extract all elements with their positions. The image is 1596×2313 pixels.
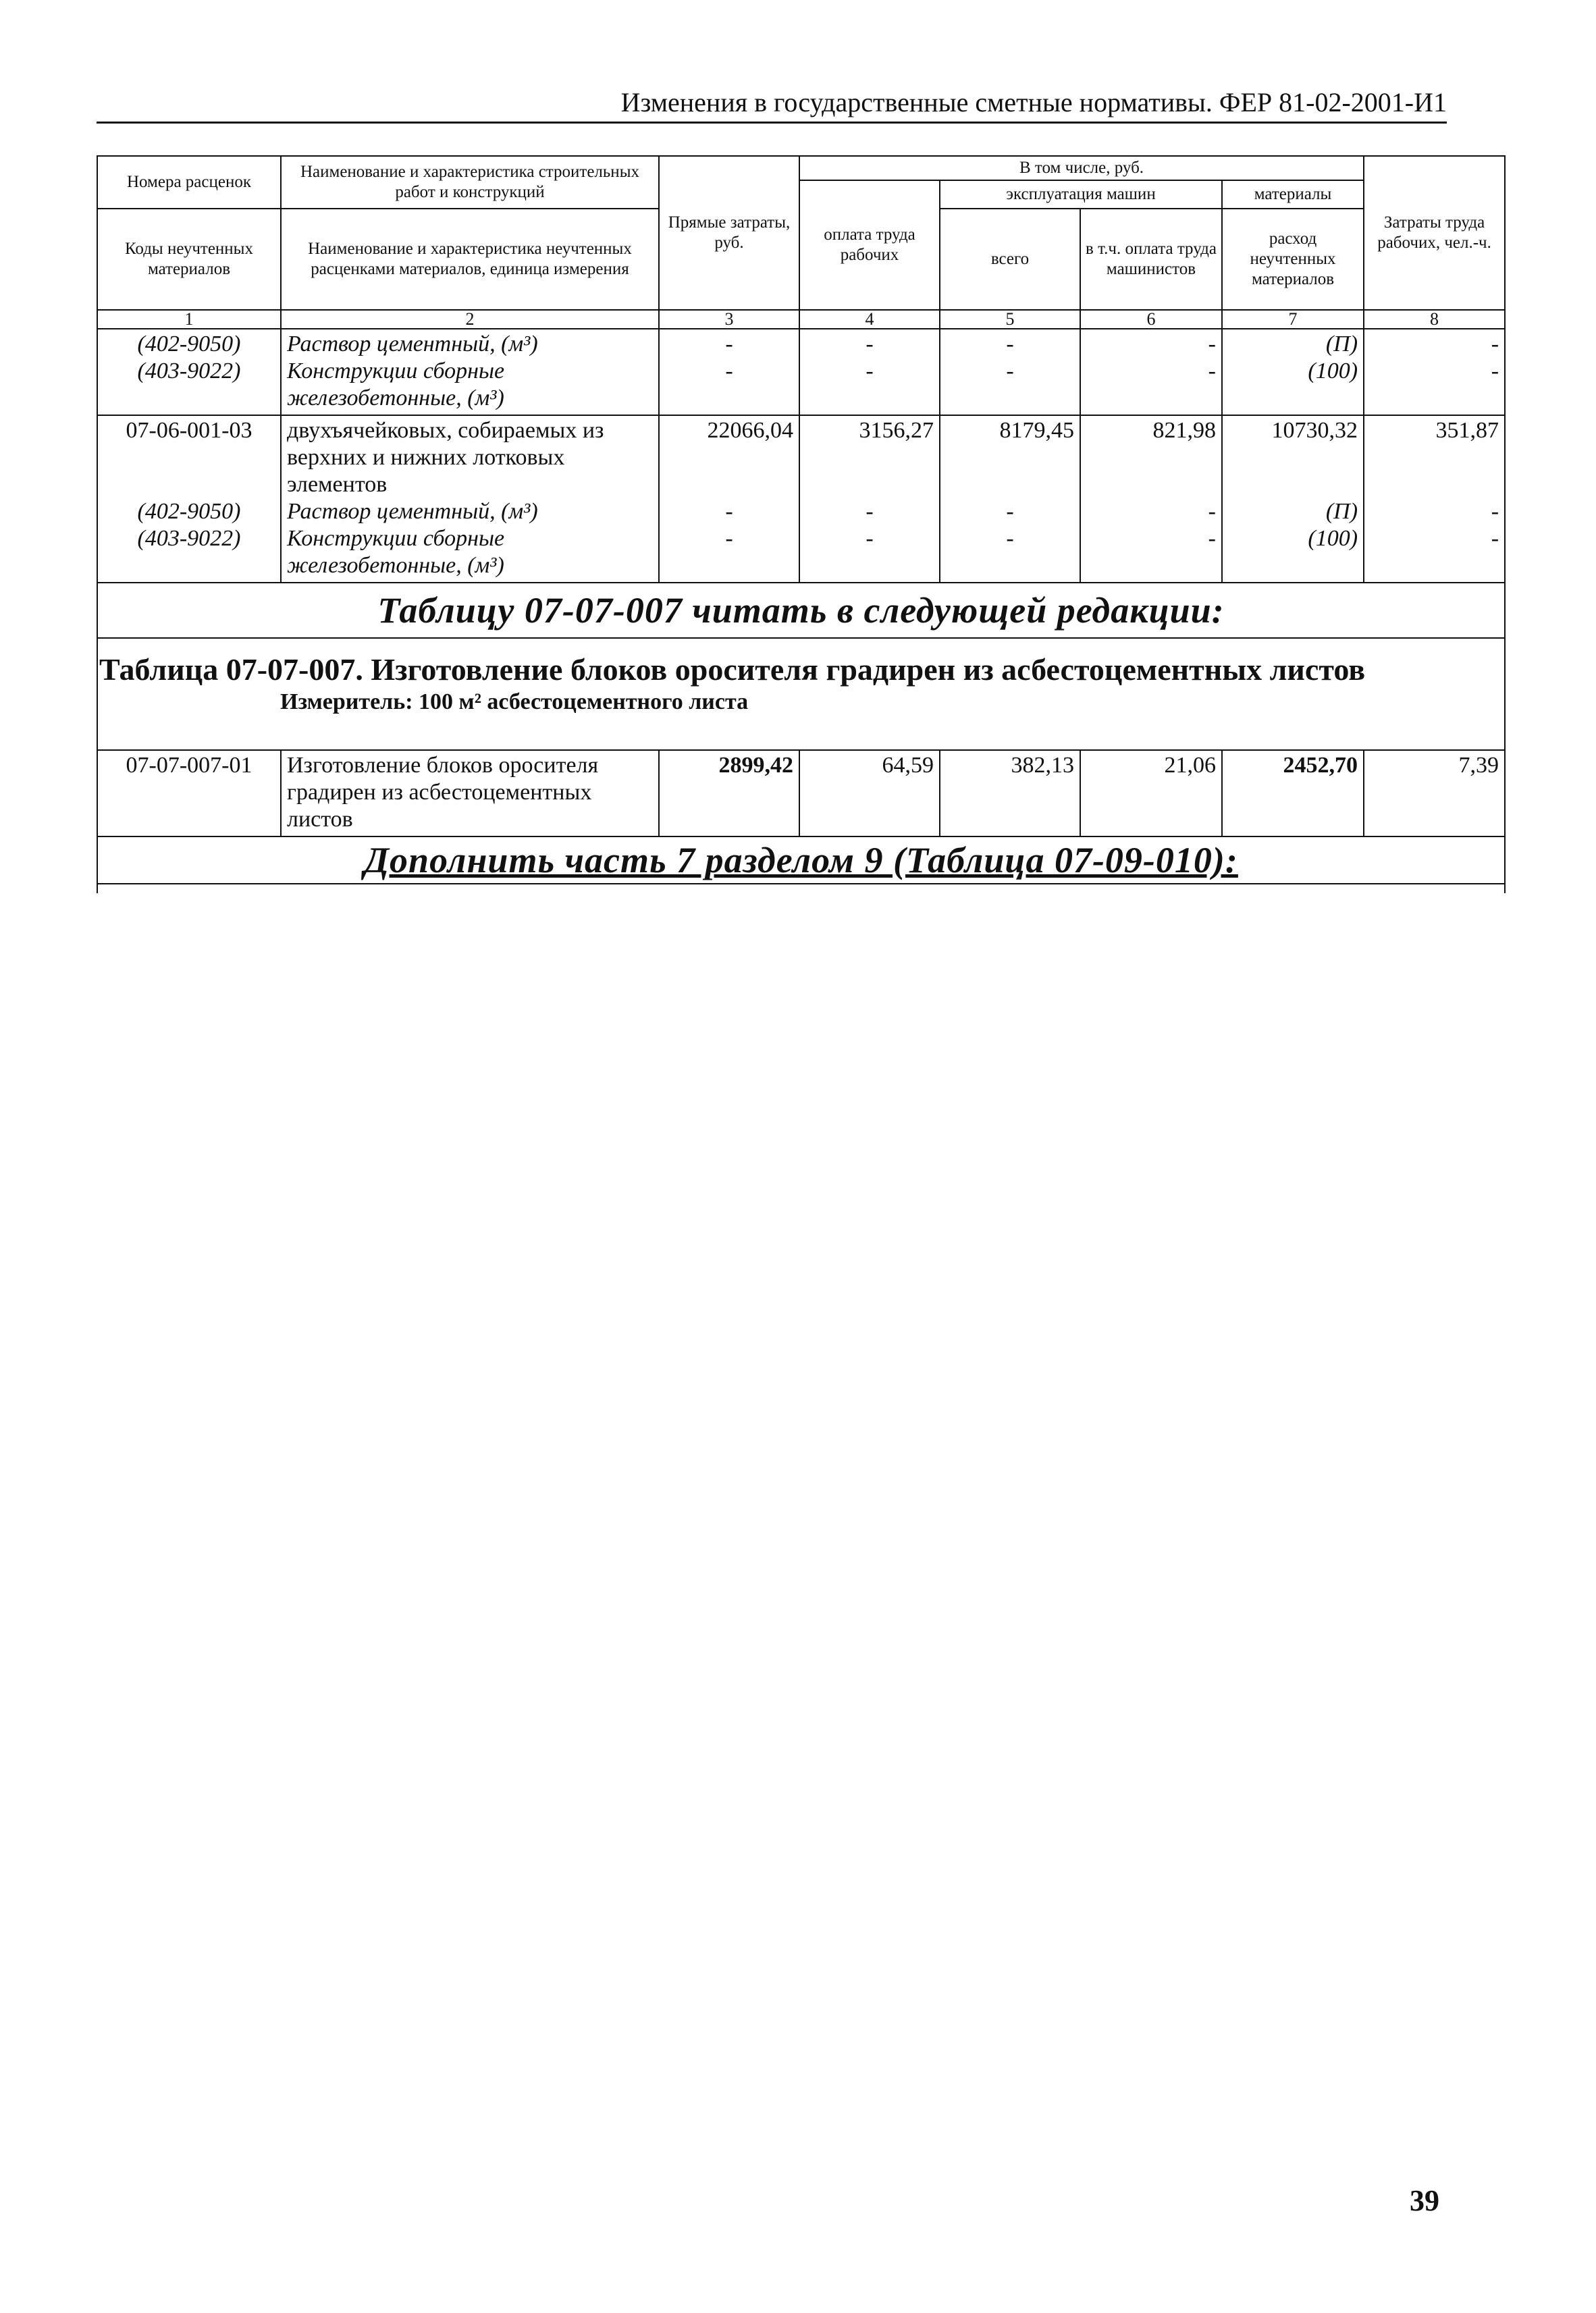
dash: - [1208, 331, 1216, 356]
dash: - [1491, 358, 1499, 383]
column-number: 8 [1364, 310, 1505, 329]
header-col8: Затраты труда рабочих, чел.-ч. [1364, 156, 1505, 310]
table-title: Таблица 07-07-007. Изготовление блоков оросителя градирен из асбестоцементных листов [99, 652, 1366, 687]
column-numbers-row [97, 310, 1505, 329]
header-col2-bottom: Наименование и характеристика неучтенных расценками материалов, единица измерения [281, 209, 659, 310]
labor-hours: 351,87 [1435, 418, 1499, 443]
material-qty: (100) [1308, 526, 1358, 551]
dash: - [725, 499, 733, 524]
page-number: 39 [1410, 2184, 1439, 2217]
rate-code: 07-07-007-01 [97, 750, 281, 836]
rate-code: 07-06-001-03 [126, 418, 252, 443]
dash: - [1006, 331, 1014, 356]
dash: - [1208, 358, 1216, 383]
machines-total: 382,13 [940, 750, 1080, 836]
table-row [97, 750, 1505, 836]
dash: - [725, 358, 733, 383]
banner-add-section: Дополнить часть 7 разделом 9 (Таблица 07-09-010): [97, 836, 1505, 884]
material-name: Раствор цементный, (м³) [287, 331, 538, 356]
labor-hours: 7,39 [1364, 750, 1505, 836]
dash: - [1006, 526, 1014, 551]
material-code: (402-9050) [137, 499, 241, 524]
materials-cost: 2452,70 [1222, 750, 1364, 836]
operators-pay: 21,06 [1080, 750, 1222, 836]
dash: - [1208, 526, 1216, 551]
header-col2-top: Наименование и характеристика строительных работ и конструкций [281, 156, 659, 209]
header-title: Изменения в государственные сметные нормативы. ФЕР 81-02-2001-И1 [620, 87, 1447, 117]
dash: - [725, 331, 733, 356]
header-col3: Прямые затраты, руб. [659, 156, 799, 310]
direct-cost: 22066,04 [707, 418, 793, 443]
banner-replace-table: Таблицу 07-07-007 читать в следующей редакции: [97, 583, 1505, 638]
material-qty: (П) [1325, 331, 1358, 356]
material-qty: (П) [1325, 499, 1358, 524]
labor-pay: 64,59 [799, 750, 940, 836]
rate-name: Изготовление блоков оросителя градирен из асбестоцементных листов [281, 750, 659, 836]
dash: - [1208, 499, 1216, 524]
material-name: Конструкции сборные железобетонные, (м³) [287, 526, 505, 578]
dash: - [1006, 358, 1014, 383]
dash: - [1491, 499, 1499, 524]
column-number: 7 [1222, 310, 1364, 329]
header-materials: материалы [1222, 180, 1364, 209]
material-qty: (100) [1308, 358, 1358, 383]
document-header [97, 88, 1447, 124]
material-code: (403-9022) [137, 526, 241, 551]
table-row [97, 329, 1505, 415]
column-number: 2 [281, 310, 659, 329]
header-col1-top: Номера расценок [97, 156, 281, 209]
machines-total: 8179,45 [999, 418, 1074, 443]
material-name: Конструкции сборные железобетонные, (м³) [287, 358, 505, 410]
column-number: 3 [659, 310, 799, 329]
header-col5: всего [940, 209, 1080, 310]
header-machines: эксплуатация машин [940, 180, 1222, 209]
material-code: (403-9022) [137, 358, 241, 383]
materials-cost: 10730,32 [1271, 418, 1358, 443]
column-number: 4 [799, 310, 940, 329]
table-row [97, 415, 1505, 583]
dash: - [1491, 526, 1499, 551]
header-col1-bottom: Коды неучтенных материалов [97, 209, 281, 310]
material-name: Раствор цементный, (м³) [287, 499, 538, 524]
dash: - [866, 499, 874, 524]
labor-pay: 3156,27 [859, 418, 934, 443]
rate-name: двухъячейковых, собираемых из верхних и нижних лотковых элементов [287, 418, 604, 497]
operators-pay: 821,98 [1152, 418, 1216, 443]
dash: - [866, 331, 874, 356]
column-number: 6 [1080, 310, 1222, 329]
dash: - [866, 526, 874, 551]
header-col4: оплата труда рабочих [799, 180, 940, 310]
dash: - [725, 526, 733, 551]
direct-cost: 2899,42 [659, 750, 799, 836]
header-col7: расход неучтенных материалов [1222, 209, 1364, 310]
column-number: 5 [940, 310, 1080, 329]
dash: - [1006, 499, 1014, 524]
dash: - [866, 358, 874, 383]
estimate-table [97, 155, 1506, 893]
material-code: (402-9050) [137, 331, 241, 356]
header-col6: в т.ч. оплата труда машинистов [1080, 209, 1222, 310]
dash: - [1491, 331, 1499, 356]
header-group: В том числе, руб. [799, 156, 1364, 180]
measure-unit: Измеритель: 100 м² асбестоцементного листа [280, 689, 749, 714]
column-number: 1 [97, 310, 281, 329]
